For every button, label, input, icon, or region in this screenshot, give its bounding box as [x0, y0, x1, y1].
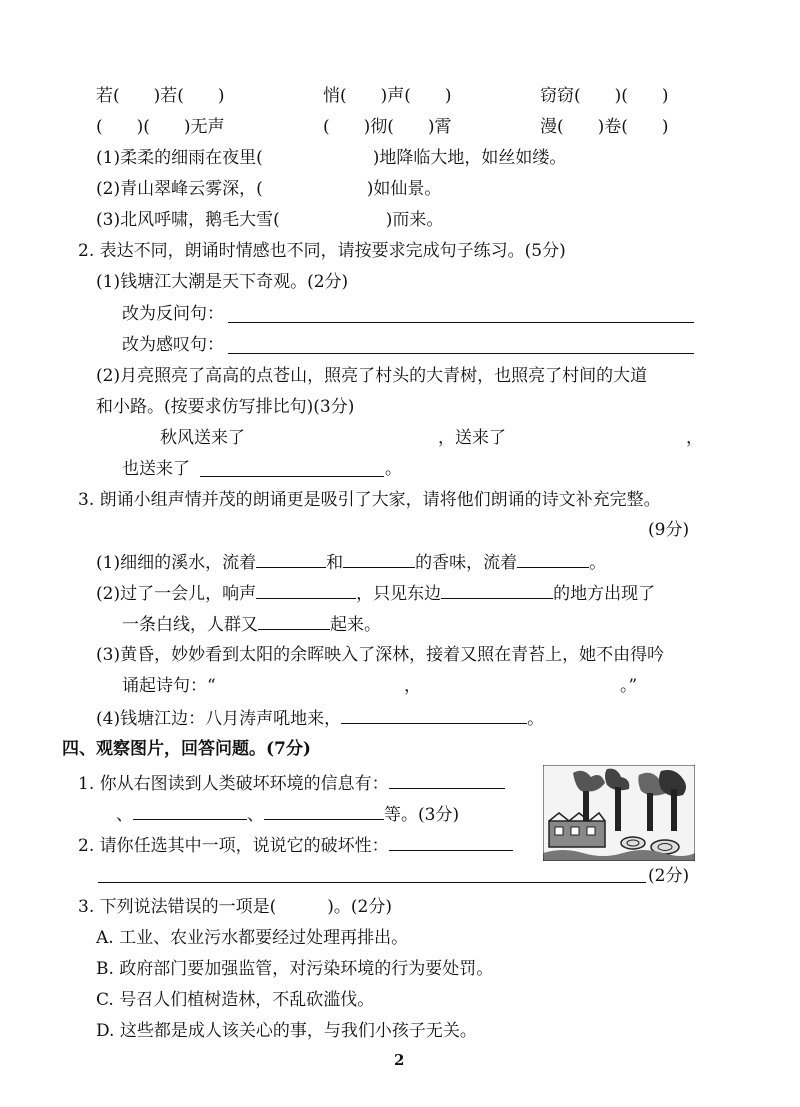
s4-q2-line1	[78, 834, 513, 856]
pollution-picture	[543, 765, 695, 861]
q3-i2-a: (2)过了一会儿，响声	[96, 584, 257, 604]
q3-i2-b: ，只见东边	[356, 584, 442, 604]
idiom-2-3: 漫( )卷( )	[540, 117, 669, 137]
q3-item1	[96, 551, 606, 573]
q2-s2-a: 秋风送来了	[160, 428, 245, 448]
s4-q1-line1	[78, 772, 505, 794]
fill-sentence-1	[96, 148, 566, 168]
q2-s2-b: ，送来了	[438, 428, 506, 448]
chimney	[671, 789, 677, 831]
option-c[interactable]: C. 号召人们植树造林，不乱砍滥伐。	[96, 990, 375, 1010]
q2-s2-e: 。	[385, 459, 402, 479]
q3-i4-b: 。	[527, 709, 545, 729]
q2-s2-c: ，	[686, 428, 703, 448]
idiom-1-2: 悄( )声( )	[323, 86, 452, 106]
q2-s2-line2: 和小路。(按要求仿写排比句)(3分)	[96, 397, 355, 417]
answer-blank[interactable]	[343, 551, 415, 568]
q3-item3-line1: (3)黄昏，妙妙看到太阳的余晖映入了深林，接着又照在青苔上，她不由得吟	[96, 645, 665, 665]
answer-blank[interactable]	[258, 613, 330, 630]
rhetorical-answer-line[interactable]	[228, 322, 694, 323]
answer-blank[interactable]	[256, 551, 326, 568]
answer-blank[interactable]	[517, 551, 589, 568]
q3-title: 3. 朗诵小组声情并茂的朗诵更是吸引了大家，请将他们朗诵的诗文补充完整。	[78, 490, 661, 510]
s4-q2-a: 2. 请你任选其中一项，说说它的破坏性：	[78, 836, 389, 856]
s4-q1-b1: 、	[116, 805, 133, 825]
q3-i2-line2-a: 一条白线，人群又	[122, 615, 258, 635]
q3-i1-c: 的香味，流着	[415, 553, 518, 573]
option-d[interactable]: D. 这些都是成人该关心的事，与我们小孩子无关。	[96, 1021, 477, 1041]
answer-blank[interactable]	[441, 582, 553, 599]
s4-q1-line2	[116, 803, 459, 825]
q3-i1-a: (1)细细的溪水，流着	[96, 553, 257, 573]
fill-sentence-2	[96, 179, 441, 199]
answer-blank[interactable]	[264, 803, 384, 820]
answer-blank[interactable]	[341, 707, 527, 724]
answer-blank[interactable]	[389, 772, 505, 789]
q2-rhetorical-label: 改为反问句：	[122, 304, 224, 324]
chimney	[647, 793, 653, 831]
fill-sentence-1-a: (1)柔柔的细雨在夜里(	[96, 148, 263, 168]
q3-i1-b: 和	[326, 553, 344, 573]
q2-title: 2. 表达不同，朗诵时情感也不同，请按要求完成句子练习。(5分)	[78, 241, 566, 261]
fill-sentence-3-a: (3)北风呼啸，鹅毛大雪(	[96, 210, 280, 230]
destruction-answer-line[interactable]	[98, 882, 646, 883]
fill-sentence-3	[96, 210, 443, 230]
q2-s1: (1)钱塘江大潮是天下奇观。(2分)	[96, 272, 349, 292]
q3-i1-d: 。	[589, 553, 607, 573]
fill-sentence-3-b: )而来。	[385, 210, 444, 230]
q3-item4	[96, 707, 544, 729]
q3-i2-c: 的地方出现了	[553, 584, 656, 604]
s4-q1-a: 1. 你从右图读到人类破坏环境的信息有：	[78, 774, 389, 794]
fill-sentence-2-b: )如仙景。	[366, 179, 442, 199]
q3-item3-line2-b: ，	[404, 676, 421, 696]
idiom-1-1: 若( )若( )	[96, 86, 225, 106]
exclaim-answer-line[interactable]	[228, 353, 694, 354]
q3-points: (9分)	[648, 520, 690, 540]
q2-exclaim-label: 改为感叹句：	[122, 335, 224, 355]
answer-blank[interactable]	[256, 582, 356, 599]
s4-q1-b2: 、	[247, 805, 264, 825]
q2-s2-d: 也送来了	[122, 459, 190, 479]
q3-item2-line2	[122, 613, 381, 635]
q2-s2-line1: (2)月亮照亮了高高的点苍山，照亮了村头的大青树，也照亮了村间的大道	[96, 366, 648, 386]
answer-blank[interactable]	[133, 803, 247, 820]
section4-title: 四、观察图片，回答问题。(7分)	[62, 739, 311, 759]
s4-q3: 3. 下列说法错误的一项是( )。(2分)	[78, 897, 392, 917]
idiom-2-1: ( )( )无声	[96, 117, 225, 137]
parallel-answer-line[interactable]	[200, 476, 384, 477]
s4-q2-points: (2分)	[648, 866, 690, 886]
chimney	[615, 787, 621, 831]
q3-i2-line2-b: 起来。	[330, 615, 381, 635]
q3-item3-line2-a: 诵起诗句：“	[122, 676, 216, 696]
tree-stump	[621, 837, 645, 849]
idiom-1-3: 窃窃( )( )	[540, 86, 669, 106]
s4-q1-b3: 等。(3分)	[384, 805, 460, 825]
fill-sentence-2-a: (2)青山翠峰云雾深，(	[96, 179, 263, 199]
option-b[interactable]: B. 政府部门要加强监管，对污染环境的行为要处罚。	[96, 959, 494, 979]
option-a[interactable]: A. 工业、农业污水都要经过处理再排出。	[96, 928, 409, 948]
idiom-2-2: ( )彻( )霄	[323, 117, 452, 137]
q3-item3-line2-c: 。”	[620, 676, 638, 696]
answer-blank[interactable]	[389, 834, 513, 851]
fill-sentence-1-b: )地降临大地，如丝如缕。	[372, 148, 567, 168]
q3-item2	[96, 582, 655, 604]
page-number: 2	[394, 1051, 405, 1069]
q3-i4-a: (4)钱塘江边：八月涛声吼地来，	[96, 709, 342, 729]
